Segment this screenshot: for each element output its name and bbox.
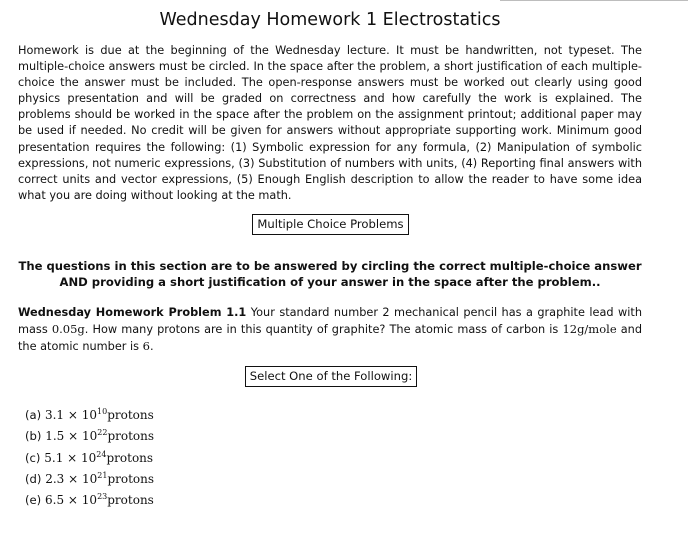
- choice-unit: protons: [106, 450, 154, 465]
- choice-unit: protons: [107, 493, 154, 508]
- intro-paragraph: Homework is due at the beginning of the Wednesday lecture. It must be handwritten, not typeset. The multiple-choice answers must be circled. In the space after the problem, a short justification of each multiple-choice the answer must be included. The open-response answers must be worked out clearly using good physics presentation and will be graded on correctness and how carefully the work is explained. The problems should be worked in the space after the problem on the assignment printout; additional paper may be used if needed. No credit will be given for answers without appropriate supporting work. Minimum good presentation requires the following: (1) Symbolic expression for any formula, (2) Manipulation of symbolic expressions, not numeric expressions, (3) Substitution of numbers with units, (4) Reporting final answers with correct units and vector expressions, (5) Enough English description to allow the reader to have some idea what you are doing without looking at the math.: [18, 44, 642, 202]
- choice-mantissa: 2.3 × 10: [45, 471, 98, 486]
- choice-d[interactable]: [25, 469, 642, 490]
- choice-mantissa: 3.1 × 10: [44, 408, 98, 423]
- choice-mantissa: 5.1 × 10: [44, 450, 97, 465]
- choice-letter: (e): [25, 493, 42, 508]
- answer-choices: [25, 405, 642, 511]
- problem-atomic-number: 6: [142, 339, 150, 354]
- choice-letter: (c): [25, 450, 41, 465]
- choice-e[interactable]: [25, 490, 642, 511]
- choice-unit: protons: [107, 429, 155, 444]
- problem-text-1: Your standard number 2 mechanical pencil has a graphite lead with mass: [18, 305, 642, 337]
- multiple-choice-heading: Multiple Choice Problems: [252, 214, 408, 235]
- problem-mass: 0.05g: [51, 322, 85, 337]
- problem-atomic-mass: 12g/mole: [562, 322, 617, 337]
- document-page: [18, 8, 642, 511]
- problem-text-4: .: [149, 340, 154, 354]
- choice-exponent: 21: [97, 470, 108, 480]
- problem-text-2: . How many protons are in this quantity of graphite? The atomic mass of carbon is: [84, 323, 563, 337]
- choice-letter: (a): [25, 408, 42, 423]
- choice-unit: protons: [107, 408, 154, 423]
- choice-a[interactable]: [25, 405, 642, 426]
- choice-letter: (d): [25, 471, 42, 486]
- choice-exponent: 23: [97, 492, 108, 502]
- top-edge-rule: [500, 0, 688, 1]
- page-title: Wednesday Homework 1 Electrostatics: [159, 10, 501, 30]
- choice-unit: protons: [107, 471, 155, 486]
- problem-title: Wednesday Homework Problem 1.1: [18, 305, 247, 319]
- choice-letter: (b): [25, 429, 42, 444]
- choice-exponent: 22: [97, 428, 108, 438]
- choice-mantissa: 1.5 × 10: [45, 429, 98, 444]
- choice-b[interactable]: [25, 426, 642, 447]
- section-instructions: The questions in this section are to be answered by circling the correct multiple-choice answer AND providing a short justification of your answer in the space after the problem..: [18, 258, 642, 289]
- choice-exponent: 24: [96, 449, 107, 459]
- choice-mantissa: 6.5 × 10: [45, 493, 98, 508]
- choice-exponent: 10: [97, 407, 108, 417]
- choice-c[interactable]: [25, 448, 642, 469]
- select-one-heading: Select One of the Following:: [245, 366, 418, 387]
- problem-1-1: [18, 305, 642, 355]
- multiple-choice-heading-wrap: [18, 213, 642, 235]
- select-heading-wrap: [18, 365, 642, 387]
- problem-text-3: and the atomic number is: [18, 323, 642, 354]
